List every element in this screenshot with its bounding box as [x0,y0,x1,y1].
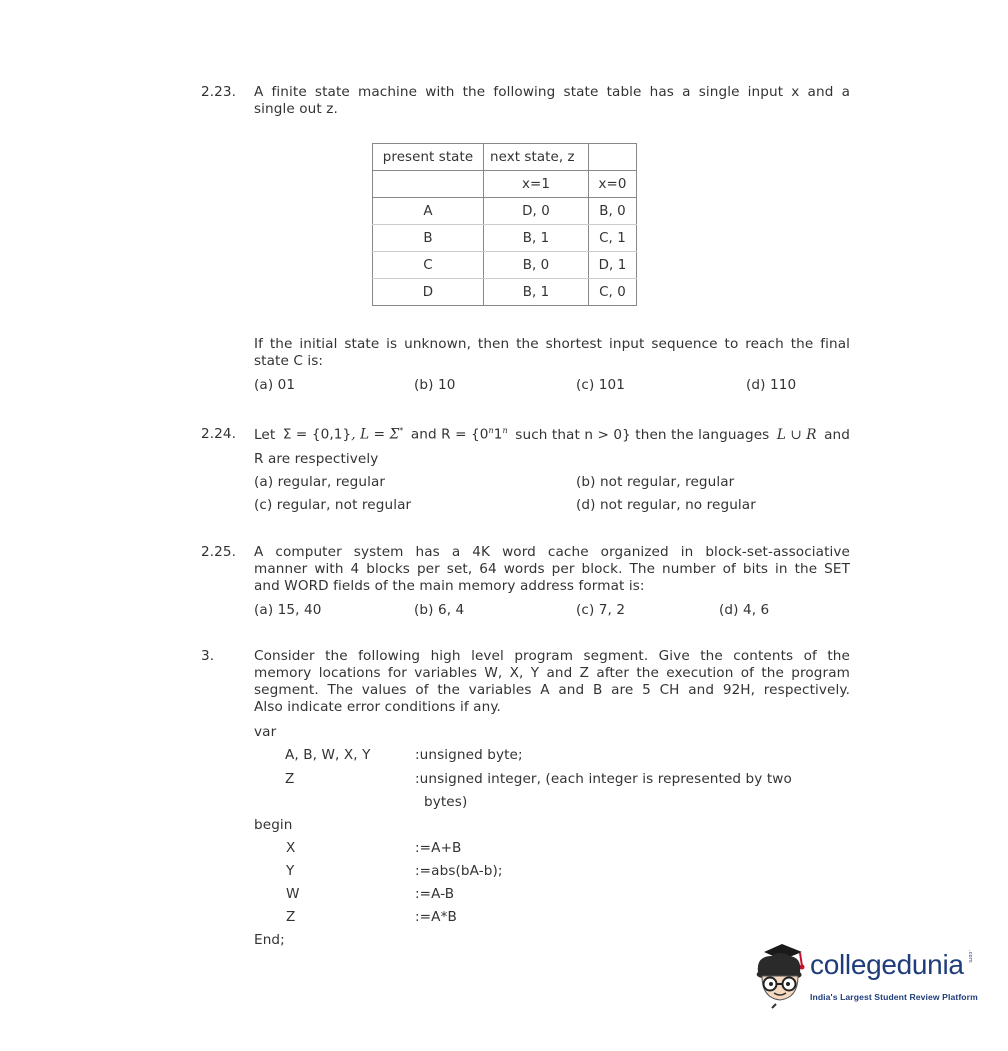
option-a: (a) 15, 40 [254,602,322,618]
option-d: (d) 110 [746,377,797,393]
option-b: (b) 6, 4 [414,602,465,618]
end-keyword: End; [254,932,285,948]
decl-type: :unsigned byte; [415,747,523,763]
question-2-23-prompt-line-1: If the initial state is unknown, then the shortest input sequence to reach the final [254,336,850,352]
r-definition: and $R = \{0^n1^n$ [410,426,508,443]
table-cell: B, 0 [589,198,637,225]
option-a: (a) regular, regular [254,474,386,490]
mascot-icon [750,942,810,1014]
question-number-2-23: 2.23. [201,84,237,100]
stmt-var: X [286,840,296,856]
question-number-2-25: 2.25. [201,544,237,560]
option-c: (c) 7, 2 [576,602,626,618]
option-b: (b) 10 [414,377,456,393]
begin-keyword: begin [254,817,293,833]
decl-name: A, B, W, X, Y [285,747,371,763]
subheader-x1: x=1 [484,171,589,198]
table-cell: D [373,279,484,306]
decl-name: Z [285,771,295,787]
question-3-line-2: memory locations for variables W, X, Y and Z after the execution of the program [254,665,850,681]
logo-com: .com [967,950,973,963]
question-2-24-line-1 [254,426,850,443]
question-2-23-prompt-line-2: state C is: [254,353,324,369]
option-d: (d) not regular, no regular [576,497,756,513]
question-2-23-line-2: single out z. [254,101,338,117]
table-cell: C, 1 [589,225,637,252]
table-row [373,225,637,252]
stmt-var: Y [286,863,295,879]
union-expression: L ∪ R [776,426,817,443]
question-2-25-line-3: and WORD fields of the main memory address format is: [254,578,645,594]
table-cell: D, 1 [589,252,637,279]
option-a: (a) 01 [254,377,296,393]
option-b: (b) not regular, regular [576,474,735,490]
collegedunia-logo[interactable] [750,942,980,1022]
table-header-row [373,144,637,171]
table-row [373,252,637,279]
decl-type: :unsigned integer, (each integer is represented by two [415,771,792,787]
option-c: (c) 101 [576,377,626,393]
question-2-25-text [254,544,850,595]
question-number-3: 3. [201,648,215,664]
such-that-text: such that n > 0} then the languages [515,426,770,443]
option-c: (c) regular, not regular [254,497,412,513]
question-2-25-line-2: manner with 4 blocks per set, 64 words per block. The number of bits in the SET [254,561,850,577]
var-keyword: var [254,724,277,740]
logo-wordmark: collegedunia [810,949,964,980]
question-2-23-line-1: A finite state machine with the following state table has a single input x and a [254,84,850,100]
stmt-expr: :=abs(bA-b); [415,863,503,879]
option-d: (d) 4, 6 [719,602,770,618]
logo-tagline: India's Largest Student Review Platform [810,992,978,1002]
table-cell: B [373,225,484,252]
header-empty [589,144,637,171]
question-number-2-24: 2.24. [201,426,237,442]
subheader-x0: x=0 [589,171,637,198]
table-row [373,198,637,225]
stmt-var: Z [286,909,296,925]
state-table [372,143,637,306]
table-cell: D, 0 [484,198,589,225]
table-subheader-row [373,171,637,198]
stmt-var: W [286,886,300,902]
table-cell: A [373,198,484,225]
let-word: Let [254,426,276,443]
table-cell: C, 0 [589,279,637,306]
question-3-line-3: segment. The values of the variables A and B are 5 CH and 92H, respectively. [254,682,850,698]
table-cell: C [373,252,484,279]
stmt-expr: :=A*B [415,909,457,925]
table-cell: B, 1 [484,225,589,252]
and-word: and [824,426,850,443]
question-2-24-line-2: R are respectively [254,451,379,467]
question-3-line-4: Also indicate error conditions if any. [254,699,501,715]
sigma-definition: Σ = {0,1}, L = Σ* [282,426,404,443]
stmt-expr: :=A+B [415,840,462,856]
question-3-text [254,648,850,716]
header-present-state: present state [373,144,484,171]
stmt-expr: :=A-B [415,886,455,902]
table-cell: B, 1 [484,279,589,306]
question-2-25-line-1: A computer system has a 4K word cache organized in block-set-associative [254,544,850,560]
table-cell: B, 0 [484,252,589,279]
question-2-23-text [254,84,850,118]
question-3-line-1: Consider the following high level program segment. Give the contents of the [254,648,850,664]
subheader-empty [373,171,484,198]
table-row [373,279,637,306]
header-next-state: next state, z [484,144,589,171]
decl-continuation: bytes) [424,794,468,810]
question-2-23-prompt [254,336,850,370]
